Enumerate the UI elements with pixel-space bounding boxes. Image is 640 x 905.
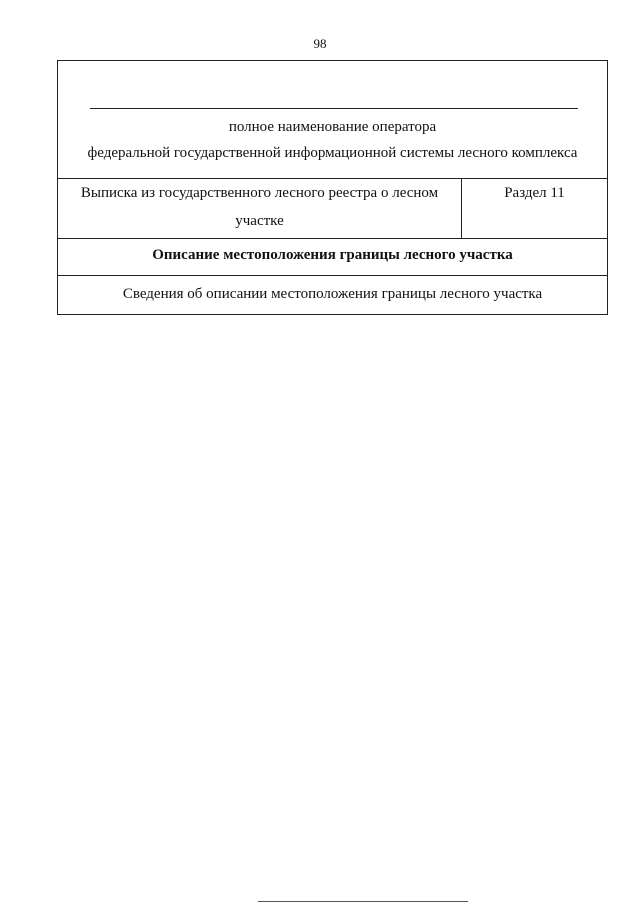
- info-row: Сведения об описании местоположения границы лесного участка: [122, 286, 543, 302]
- extract-title-cell: [58, 179, 462, 238]
- bottom-rule: [258, 901, 468, 902]
- operator-caption-line2: федеральной государственной информационной системы лесного комплекса: [87, 145, 578, 161]
- section-number-cell: Раздел 11: [504, 185, 565, 201]
- extract-title-line1: Выписка из государственного лесного реестра о лесном: [80, 185, 439, 201]
- operator-header-row: [58, 61, 607, 179]
- extract-row: [58, 179, 607, 239]
- form-table: [57, 60, 608, 315]
- extract-title-line2: участке: [235, 213, 284, 229]
- page-number: 98: [313, 36, 327, 51]
- section-title-row: Описание местоположения границы лесного участка: [58, 239, 607, 276]
- operator-name-underline: [90, 108, 578, 109]
- operator-caption-line1: полное наименование оператора: [228, 119, 437, 135]
